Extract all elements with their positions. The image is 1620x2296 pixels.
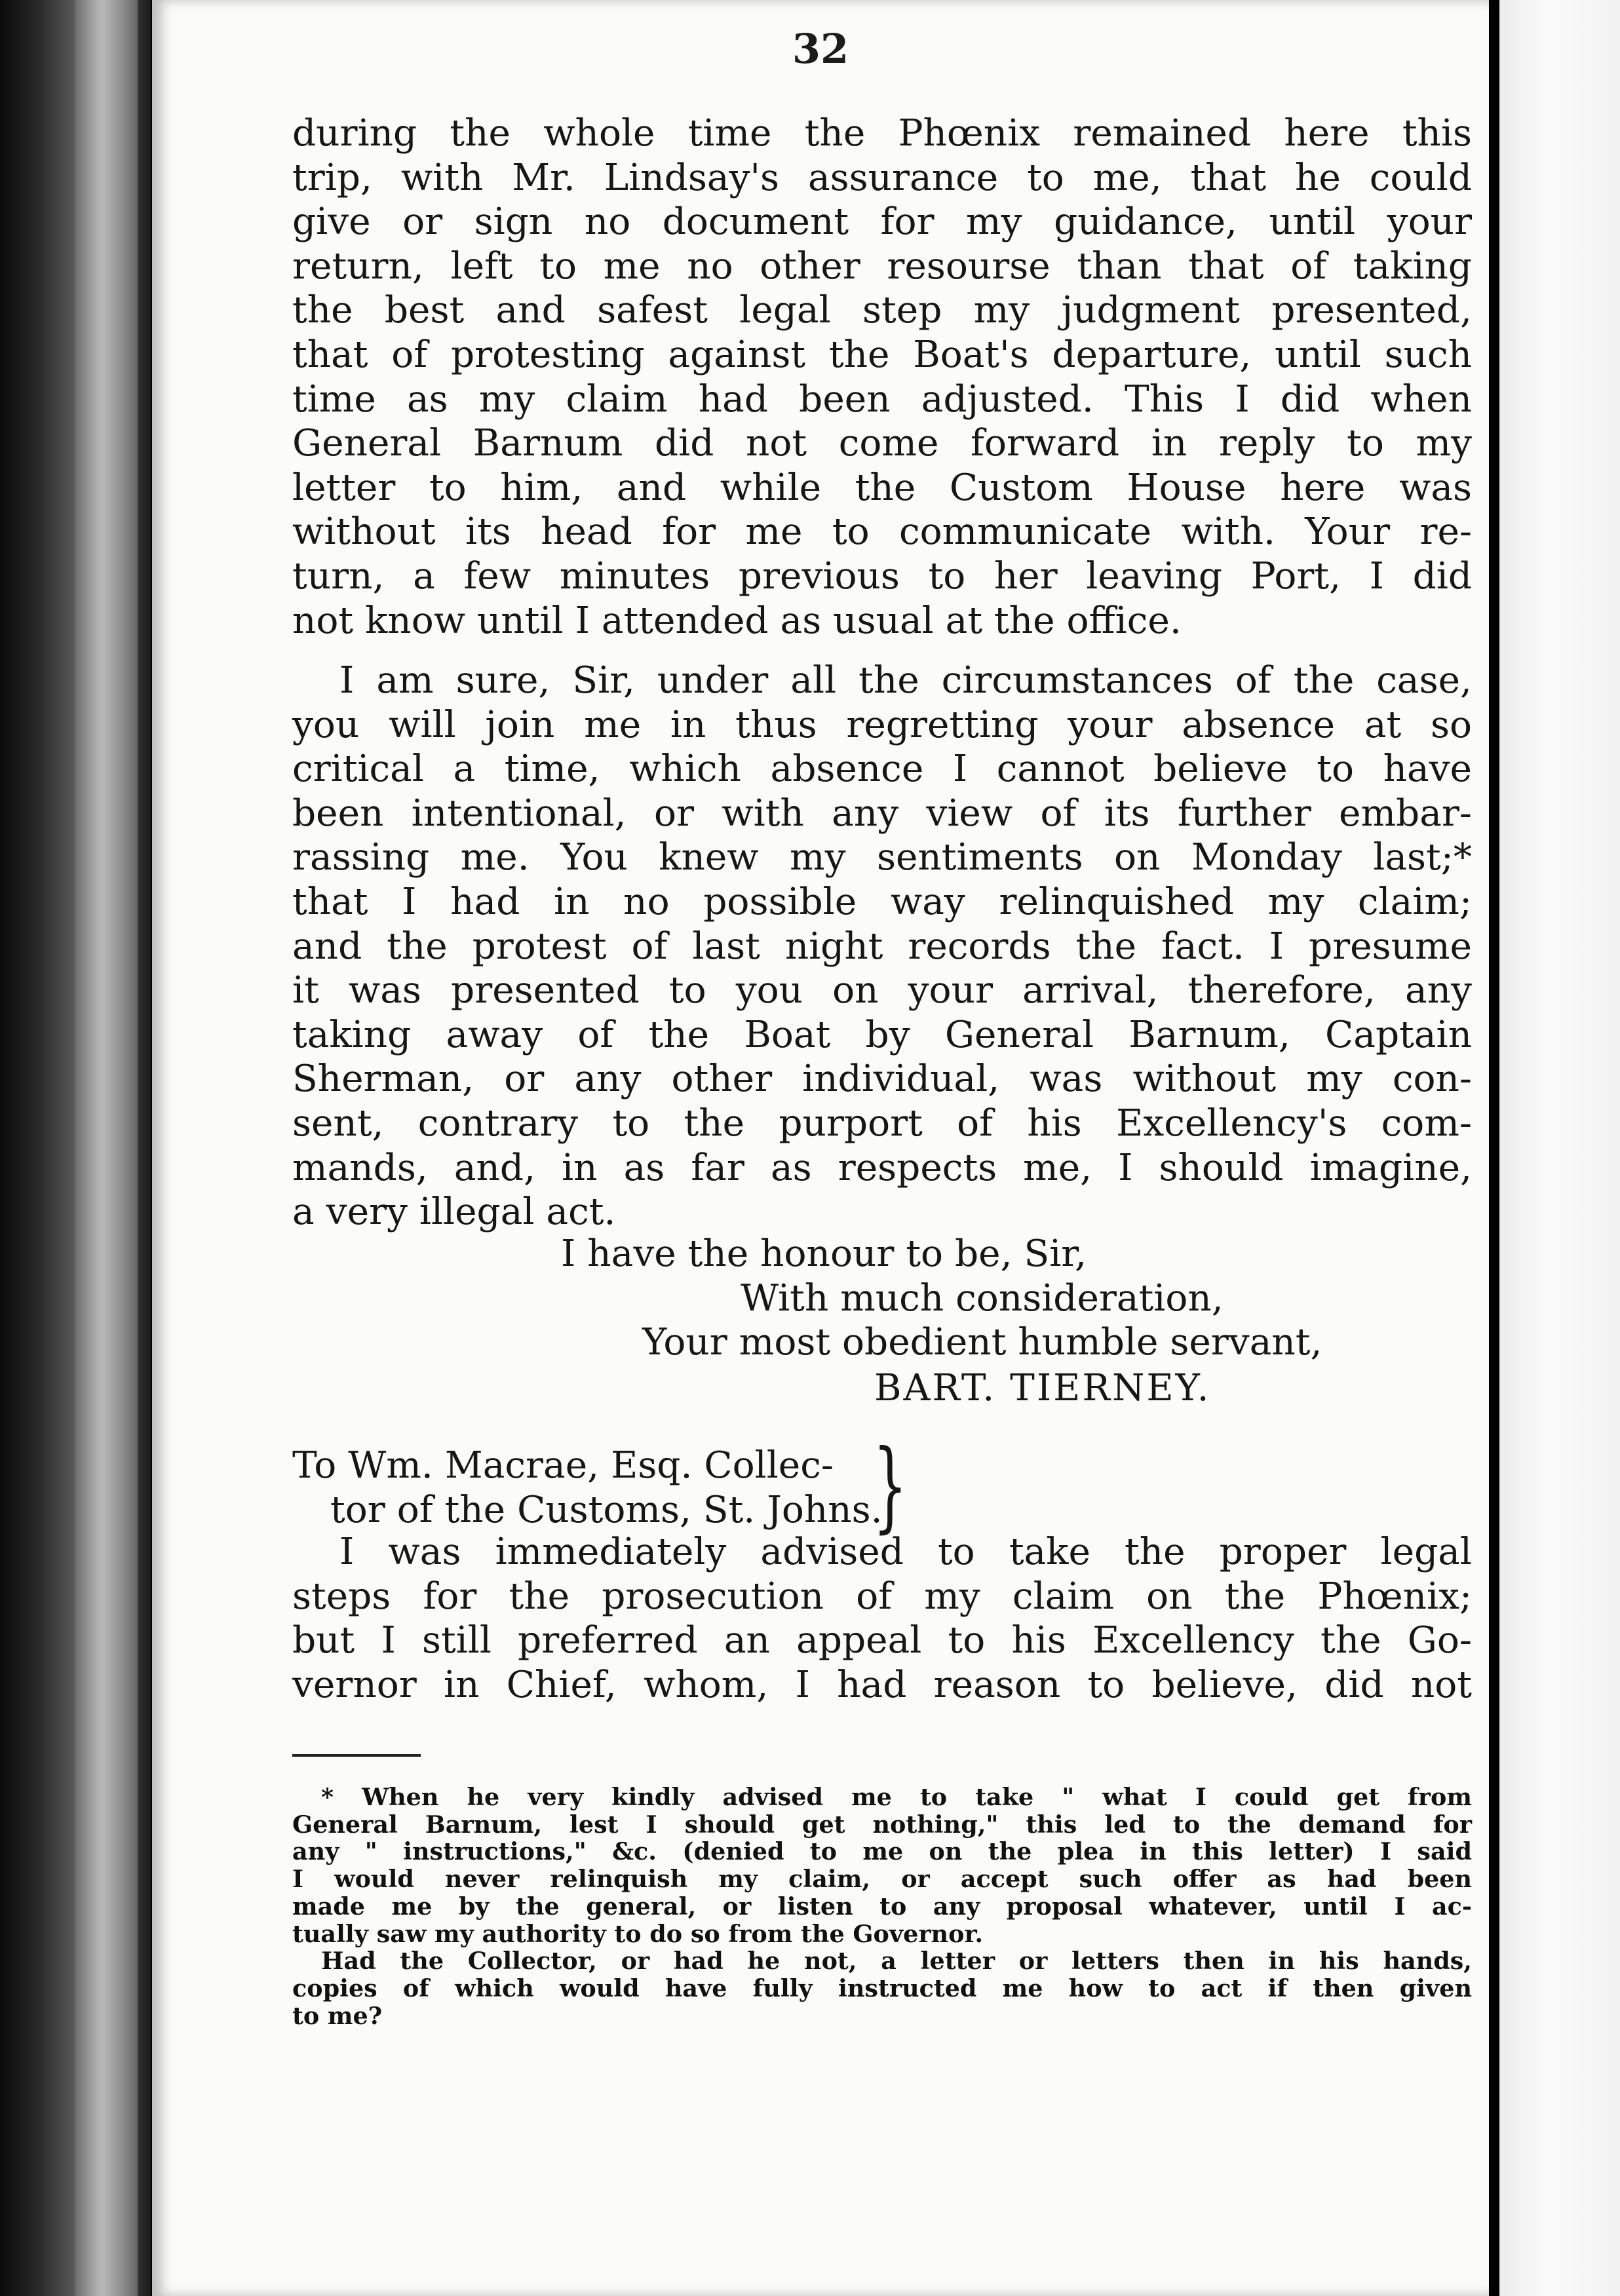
page-gutter — [1489, 0, 1499, 2296]
closing-consideration: With much consideration, — [741, 1277, 1224, 1320]
text-line: time as my claim had been adjusted. This I did when — [292, 377, 1472, 421]
text-line: trip, with Mr. Lindsay's assurance to me, that he could — [292, 156, 1472, 199]
footnote-line: General Barnum, lest I should get nothing," this led to the demand for — [292, 1810, 1472, 1839]
footnote-line: tually saw my authority to do so from the Governor. — [292, 1919, 984, 1948]
text-line: you will join me in thus regretting your absence at so — [292, 703, 1472, 746]
addressee-line-1: To Wm. Macrae, Esq. Collec- — [292, 1444, 834, 1487]
footnote-rule — [292, 1754, 421, 1757]
text-line: steps for the prosecution of my claim on the Phœnix; — [292, 1575, 1472, 1618]
closing-salutation: I have the honour to be, Sir, — [561, 1233, 1087, 1275]
text-line: sent, contrary to the purport of his Excellency's com- — [292, 1101, 1472, 1145]
text-line: been intentional, or with any view of its further embar- — [292, 792, 1472, 835]
text-line: during the whole time the Phœnix remained here this — [292, 112, 1472, 155]
text-line: rassing me. You knew my sentiments on Monday last;* — [292, 836, 1472, 879]
text-line: critical a time, which absence I cannot believe to have — [292, 748, 1472, 791]
text-line: that of protesting against the Boat's departure, until such — [292, 333, 1472, 376]
footnote — [292, 1784, 1472, 2029]
closing-servant: Your most obedient humble servant, — [642, 1321, 1322, 1364]
book-page — [152, 0, 1489, 2296]
previous-page-edge — [75, 0, 138, 2296]
addressee — [292, 1444, 883, 1532]
text-line: it was presented to you on your arrival, therefore, any — [292, 969, 1472, 1012]
text-line: I was immediately advised to take the proper legal — [339, 1531, 1472, 1573]
text-line: return, left to me no other resourse than that of taking — [292, 244, 1472, 288]
text-line: give or sign no document for my guidance, until your — [292, 201, 1472, 244]
text-line: a very illegal act. — [292, 1191, 616, 1234]
brace-glyph: } — [873, 1429, 908, 1543]
text-line: I am sure, Sir, under all the circumstances of the case, — [339, 659, 1472, 702]
text-line: Sherman, or any other individual, was without my con- — [292, 1058, 1472, 1101]
paragraph-2 — [292, 659, 1472, 1234]
text-line: but I still preferred an appeal to his Excellency the Go- — [292, 1619, 1472, 1662]
text-line: General Barnum did not come forward in reply to my — [292, 422, 1472, 465]
next-page-edge — [1499, 0, 1620, 2296]
text-line: that I had in no possible way relinquished my claim; — [292, 880, 1472, 923]
signature: BART. TIERNEY. — [874, 1367, 1211, 1409]
footnote-line: to me? — [292, 2001, 383, 2030]
paragraph-1 — [292, 111, 1472, 643]
text-line: turn, a few minutes previous to her leaving Port, I did — [292, 554, 1472, 598]
text-line: vernor in Chief, whom, I had reason to believe, did not — [292, 1663, 1472, 1706]
footnote-line: * When he very kindly advised me to take " what I could get from — [321, 1783, 1472, 1811]
footnote-line: any " instructions," &c. (denied to me on the plea in this letter) I said — [292, 1837, 1472, 1866]
footnote-line: made me by the general, or listen to any proposal whatever, until I ac- — [292, 1892, 1472, 1921]
paragraph-3 — [292, 1530, 1472, 1707]
footnote-line: I would never relinquish my claim, or accept such offer as had been — [292, 1865, 1472, 1894]
text-line: not know until I attended as usual at the office. — [292, 599, 1182, 642]
page-number: 32 — [792, 25, 849, 73]
footnote-line: Had the Collector, or had he not, a letter or letters then in his hands, — [321, 1947, 1472, 1976]
addressee-line-2: tor of the Customs, St. Johns. — [330, 1488, 883, 1531]
text-line: without its head for me to communicate with. Your re- — [292, 510, 1472, 554]
text-line: letter to him, and while the Custom House here was — [292, 466, 1472, 509]
text-line: mands, and, in as far as respects me, I should imagine, — [292, 1146, 1472, 1189]
footnote-line: copies of which would have fully instructed me how to act if then given — [292, 1974, 1472, 2002]
text-line: the best and safest legal step my judgment presented, — [292, 289, 1472, 332]
text-line: taking away of the Boat by General Barnum, Captain — [292, 1013, 1472, 1056]
text-line: and the protest of last night records the fact. I presume — [292, 925, 1472, 968]
